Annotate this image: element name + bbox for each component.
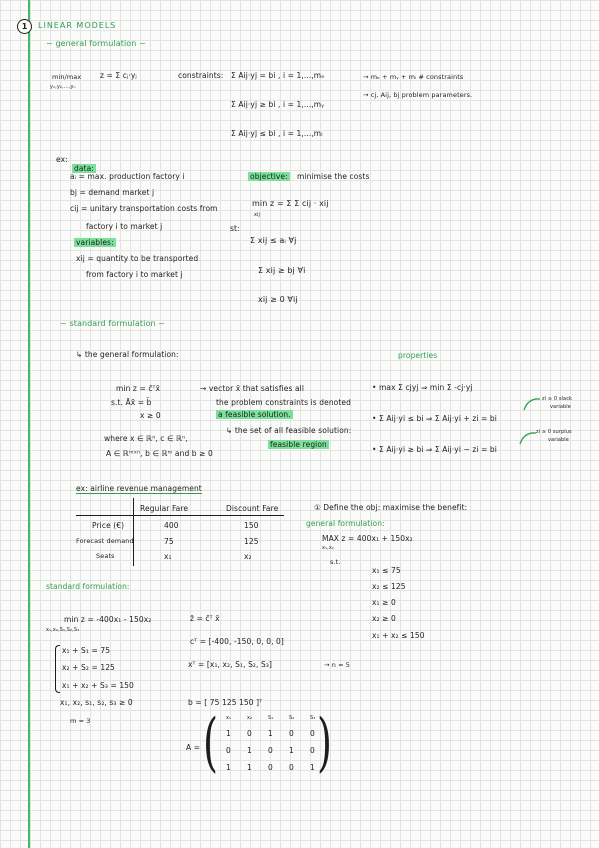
table-cell-seats-regular: x₁ bbox=[164, 552, 172, 561]
table-cell-seats-discount: x₂ bbox=[244, 552, 252, 561]
table-vertical-rule bbox=[133, 498, 134, 566]
matrix-label: A = bbox=[186, 743, 201, 752]
airline-constraint-5: x₁ + x₂ ≤ 150 bbox=[372, 631, 425, 640]
table-cell-demand-discount: 125 bbox=[244, 537, 259, 546]
data-label: data: bbox=[74, 164, 94, 173]
properties-label: properties bbox=[398, 351, 438, 360]
table-header-rule bbox=[76, 515, 284, 516]
transport-demand: Σ xij ≥ bj ∀i bbox=[258, 266, 306, 275]
matrix-cell: 0 bbox=[268, 746, 273, 755]
standard2-eq-3: x₁ + x₂ + S₃ = 150 bbox=[62, 681, 134, 690]
variables-label: variables: bbox=[76, 238, 114, 247]
airline-constraint-2: x₂ ≤ 125 bbox=[372, 582, 406, 591]
matrix-left-paren: ( bbox=[202, 706, 218, 780]
matrix-cell: 1 bbox=[268, 729, 273, 738]
matrix-cell: 1 bbox=[226, 763, 231, 772]
matrix-cell: 0 bbox=[289, 729, 294, 738]
matrix-cell: 0 bbox=[268, 763, 273, 772]
table-cell-seats-label: Seats bbox=[96, 552, 115, 560]
general-formulation-arrow: ↳ the general formulation: bbox=[76, 350, 179, 359]
where-line-1: where x ∈ ℝⁿ, c ∈ ℝⁿ, bbox=[104, 434, 188, 443]
constraints-count-note: → mₑ + mᵧ + mₗ # constraints bbox=[363, 73, 464, 81]
col-label-s2: S₂ bbox=[289, 715, 295, 721]
airline-constraint-4: x₂ ≥ 0 bbox=[372, 614, 396, 623]
airline-title: ex: airline revenue management bbox=[76, 484, 202, 493]
variable-2: from factory i to market j bbox=[86, 270, 183, 279]
table-cell-demand-regular: 75 bbox=[164, 537, 174, 546]
airline-constraint-3: x₁ ≥ 0 bbox=[372, 598, 396, 607]
transport-supply: Σ xij ≤ aᵢ ∀j bbox=[250, 236, 297, 245]
feasible-solution: a feasible solution. bbox=[218, 410, 291, 419]
table-cell-price-discount: 150 bbox=[244, 521, 259, 530]
matrix-cell: 0 bbox=[310, 729, 315, 738]
airline-constraint-1: x₁ ≤ 75 bbox=[372, 566, 401, 575]
constraints-label: constraints: bbox=[178, 71, 224, 80]
variable-1: xij = quantity to be transported bbox=[76, 254, 199, 263]
property-1: • max Σ cjyj ⇒ min Σ -cj·yj bbox=[372, 383, 473, 392]
general-formulation-label: general formulation: bbox=[306, 519, 385, 528]
standard2-min: min z = -400x₁ - 150x₂ bbox=[64, 615, 152, 624]
surplus-arrow-icon bbox=[518, 430, 540, 446]
define-objective: ① Define the obj: maximise the benefit: bbox=[314, 503, 468, 512]
ex-label: ex: bbox=[56, 155, 68, 164]
parameters-note: → cj, Aij, bj problem parameters. bbox=[363, 91, 473, 99]
matrix-cell: 1 bbox=[226, 729, 231, 738]
airline-max-sub: x₁,x₂ bbox=[322, 545, 335, 551]
matrix-cell: 0 bbox=[289, 763, 294, 772]
z-vector: z̄ = c̄ᵀ x̄ bbox=[190, 614, 220, 623]
constraint-geq: Σ Aij·yj ≥ bi , i = 1,...,mᵧ bbox=[231, 100, 325, 109]
standard2-eq-2: x₂ + S₂ = 125 bbox=[62, 663, 115, 672]
standard2-nonneg: x₁, x₂, s₁, s₂, s₃ ≥ 0 bbox=[60, 698, 133, 707]
table-cell-price-regular: 400 bbox=[164, 521, 179, 530]
col-label-x1: x₁ bbox=[226, 715, 232, 721]
section-title: LINEAR MODELS bbox=[38, 21, 117, 30]
slack-arrow-icon bbox=[522, 396, 544, 412]
airline-max: MAX z = 400x₁ + 150x₂ bbox=[322, 534, 413, 543]
where-line-2: A ∈ ℝᵐˣⁿ, b ∈ ℝᵐ and b ≥ 0 bbox=[106, 449, 213, 458]
table-header-discount: Discount Fare bbox=[226, 504, 279, 513]
surplus-note-2: variable bbox=[548, 437, 569, 443]
objective-text: minimise the costs bbox=[297, 172, 370, 181]
data-3: cij = unitary transportation costs from bbox=[70, 204, 218, 213]
transport-min: min z = Σ Σ cij · xij bbox=[252, 199, 329, 208]
standard2-m: m = 3 bbox=[70, 717, 91, 725]
data-2: bj = demand market j bbox=[70, 188, 155, 197]
n-note: → n = 5 bbox=[324, 661, 351, 669]
st-label: st: bbox=[230, 224, 240, 233]
standard2-min-sub: x₁,x₂,S₁,S₂,S₃ bbox=[46, 627, 80, 633]
property-2: • Σ Aij·yi ≤ bi ⇒ Σ Aij·yi + zi = bi bbox=[372, 414, 497, 423]
standard-min: min z = c̄ᵀx̄ bbox=[116, 384, 161, 393]
table-cell-demand-label: Forecast demand bbox=[76, 537, 134, 545]
general-objective: z = Σ cⱼ·yⱼ bbox=[100, 71, 137, 80]
minmax-label: min/max bbox=[52, 73, 82, 81]
matrix-cell: 0 bbox=[226, 746, 231, 755]
standard2-eq-1: x₁ + S₁ = 75 bbox=[62, 646, 111, 655]
vector-note-2: the problem constraints is denoted bbox=[216, 398, 351, 407]
matrix-cell: 1 bbox=[289, 746, 294, 755]
standard-nonneg: x ≥ 0 bbox=[140, 411, 161, 420]
matrix-cell: 0 bbox=[247, 729, 252, 738]
slack-note-2: variable bbox=[550, 404, 571, 410]
transport-min-sub: xij bbox=[254, 212, 261, 218]
constraint-brace bbox=[55, 645, 60, 693]
col-label-s1: S₁ bbox=[268, 715, 274, 721]
airline-st: s.t. bbox=[330, 558, 341, 566]
matrix-right-paren: ) bbox=[316, 706, 332, 780]
x-vector: xᵀ = [x₁, x₂, S₁, S₂, S₃] bbox=[188, 660, 272, 669]
standard2-heading: standard formulation: bbox=[46, 582, 130, 591]
minmax-vars: y₁,y₂,...,yₙ bbox=[50, 84, 76, 90]
data-4: factory i to market j bbox=[86, 222, 163, 231]
transport-nonneg: xij ≥ 0 ∀ij bbox=[258, 295, 298, 304]
feasible-region: feasible region bbox=[270, 440, 327, 449]
constraint-eq: Σ Aij·yj = bi , i = 1,...,mₑ bbox=[231, 71, 325, 80]
col-label-s3: S₃ bbox=[310, 715, 316, 721]
matrix-cell: 1 bbox=[310, 763, 315, 772]
margin-line bbox=[28, 0, 30, 848]
matrix-cell: 0 bbox=[310, 746, 315, 755]
table-header-regular: Regular Fare bbox=[140, 504, 189, 513]
matrix-cell: 1 bbox=[247, 746, 252, 755]
standard-st: s.t. Āx̄ = b̄ bbox=[111, 398, 152, 407]
section-number: 1 bbox=[17, 19, 32, 34]
feasible-set-note: ↳ the set of all feasible solution: bbox=[226, 426, 352, 435]
matrix-cell: 1 bbox=[247, 763, 252, 772]
slack-note: zi ≥ 0 slack bbox=[542, 396, 573, 402]
property-3: • Σ Aij·yi ≥ bi ⇒ Σ Aij·yi − zi = bi bbox=[372, 445, 497, 454]
col-label-x2: x₂ bbox=[247, 715, 253, 721]
constraint-leq: Σ Aij·yj ≤ bi , i = 1,...,mₗ bbox=[231, 129, 323, 138]
section-subtitle: ~ general formulation ~ bbox=[46, 39, 146, 48]
c-vector: cᵀ = [-400, -150, 0, 0, 0] bbox=[190, 637, 284, 646]
objective-label: objective: bbox=[250, 172, 288, 181]
data-1: aᵢ = max. production factory i bbox=[70, 172, 185, 181]
surplus-note: zi ≥ 0 surplus bbox=[536, 429, 572, 435]
standard-heading: ~ standard formulation ~ bbox=[60, 319, 166, 328]
vector-note: → vector x̄ that satisfies all bbox=[200, 384, 305, 393]
table-cell-price-label: Price (€) bbox=[92, 521, 125, 530]
b-vector: b = [ 75 125 150 ]ᵀ bbox=[188, 698, 263, 707]
